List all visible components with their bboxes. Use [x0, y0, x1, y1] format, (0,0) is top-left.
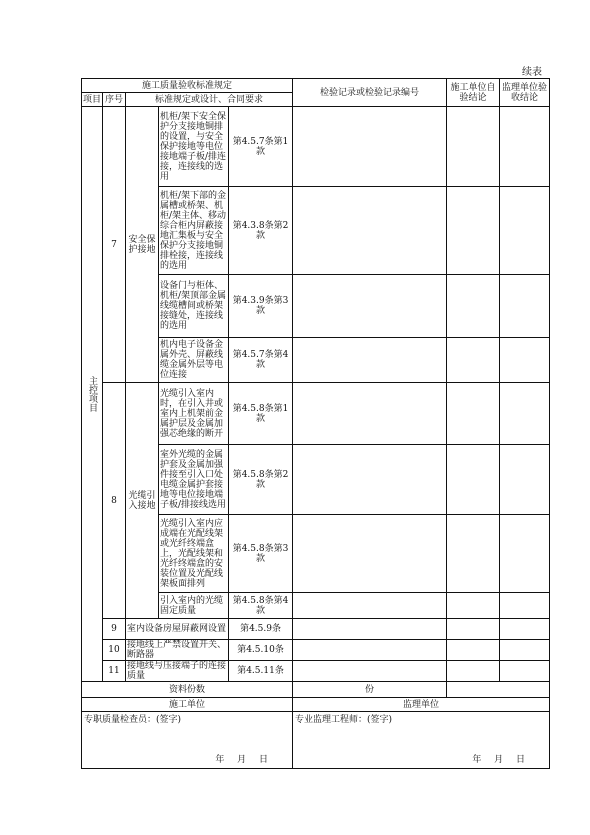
seq-header: 序号	[103, 93, 126, 107]
row-seq: 11	[103, 661, 126, 682]
supervisor-cell[interactable]	[500, 107, 550, 187]
supervisor-cell[interactable]	[500, 515, 550, 593]
supervisor-cell[interactable]	[500, 619, 550, 640]
record-cell[interactable]	[293, 640, 447, 661]
contractor-cell[interactable]	[447, 338, 500, 383]
contractor-result-header: 施工单位自验结论	[447, 79, 500, 107]
contractor-cell[interactable]	[447, 275, 500, 338]
contractor-cell[interactable]	[447, 640, 500, 661]
item-clause: 第4.5.7条第1款	[229, 107, 293, 187]
requirement-header: 标准规定或设计、合同要求	[126, 93, 293, 107]
row-seq: 10	[103, 640, 126, 661]
contractor-cell[interactable]	[447, 661, 500, 682]
contractor-cell[interactable]	[447, 593, 500, 619]
row-text: 接地线上严禁设置开关、断路器	[126, 640, 229, 661]
item-clause: 第4.5.8条第3款	[229, 515, 293, 593]
item-text: 光缆引入室内应成端在光配线架或光纤终端盒上，光配线架和光纤终端盒的安装位置及光配线架板面排列	[159, 515, 229, 593]
row-clause: 第4.5.11条	[229, 661, 293, 682]
item-clause: 第4.5.8条第2款	[229, 445, 293, 515]
contractor-cell[interactable]	[447, 107, 500, 187]
supervisor-sign-date: 年 月 日	[472, 755, 526, 765]
group-name: 光缆引入接地	[126, 383, 159, 619]
group-seq: 8	[103, 383, 126, 619]
record-cell[interactable]	[293, 383, 447, 445]
record-cell[interactable]	[293, 619, 447, 640]
supervisor-result-header: 监理单位验收结论	[500, 79, 550, 107]
main-control-label: 主控项目	[87, 376, 97, 412]
supervisor-cell[interactable]	[500, 640, 550, 661]
item-clause: 第4.3.9条第3款	[229, 275, 293, 338]
continued-label: 续表	[522, 67, 542, 78]
record-header: 检验记录或检验记录编号	[293, 79, 447, 107]
item-text: 机柜/架下部的金属槽或桥架、机柜/架主体、移动综合柜内屏蔽接地汇集板与安全保护分支接地铜排栓接，连接线的选用	[159, 187, 229, 275]
group-name: 安全保护接地	[126, 107, 159, 383]
row-text: 接地线与压接端子的连接质量	[126, 661, 229, 682]
project-header: 项目	[83, 94, 102, 105]
supervisor-cell[interactable]	[500, 383, 550, 445]
record-cell[interactable]	[293, 275, 447, 338]
item-text: 引入室内的光缆固定质量	[159, 593, 229, 619]
item-text: 室外光缆的金属护套及金属加强件接至引入口处电缆金属护套接地等电位接地端子板/排接线选用	[159, 445, 229, 515]
item-clause: 第4.5.8条第1款	[229, 383, 293, 445]
contractor-cell[interactable]	[447, 445, 500, 515]
supervisor-cell[interactable]	[500, 593, 550, 619]
supervisor-sign-label: 专业监理工程师：(签字)	[295, 715, 393, 725]
standard-group-header: 施工质量验收标准规定	[82, 79, 293, 93]
record-cell[interactable]	[293, 107, 447, 187]
row-seq: 9	[103, 619, 126, 640]
contractor-cell[interactable]	[447, 619, 500, 640]
contractor-cell[interactable]	[447, 187, 500, 275]
contractor-sign-label: 专职质量检查员：(签字)	[84, 715, 182, 725]
record-cell[interactable]	[293, 593, 447, 619]
item-text: 设备门与柜体、机柜/架顶部金属线缆槽间或桥架接缝处，连接线的选用	[159, 275, 229, 338]
row-text: 室内设备房屋屏蔽网设置	[126, 619, 229, 640]
main-control-cell	[82, 107, 103, 682]
item-text: 光缆引入室内时，在引入井或室内上机架前金属护层及金属加强芯绝缘的断开	[159, 383, 229, 445]
record-cell[interactable]	[293, 661, 447, 682]
data-count-label: 资料份数	[82, 682, 293, 698]
record-cell[interactable]	[293, 515, 447, 593]
item-clause: 第4.5.7条第4款	[229, 338, 293, 383]
group-seq: 7	[103, 107, 126, 383]
item-text: 机柜/架下安全保护分支接地铜排的设置，与安全保护接地等电位接地端子板/排连接，连接线的选用	[159, 107, 229, 187]
supervisor-sign-cell[interactable]	[293, 712, 550, 769]
record-cell[interactable]	[293, 187, 447, 275]
item-text: 机内电子设备金属外壳、屏蔽线缆金属外层等电位连接	[159, 338, 229, 383]
row-clause: 第4.5.9条	[229, 619, 293, 640]
acceptance-form-table	[81, 78, 550, 769]
item-clause: 第4.5.8条第4款	[229, 593, 293, 619]
record-cell[interactable]	[293, 338, 447, 383]
supervisor-cell[interactable]	[500, 275, 550, 338]
contractor-sign-cell[interactable]	[82, 712, 293, 769]
data-count-blank	[447, 682, 550, 698]
supervisor-unit-header: 监理单位	[293, 698, 550, 712]
record-cell[interactable]	[293, 445, 447, 515]
item-clause: 第4.3.8条第2款	[229, 187, 293, 275]
row-clause: 第4.5.10条	[229, 640, 293, 661]
contractor-cell[interactable]	[447, 383, 500, 445]
contractor-cell[interactable]	[447, 515, 500, 593]
data-count-unit: 份	[293, 682, 447, 698]
contractor-sign-date: 年 月 日	[215, 755, 269, 765]
supervisor-cell[interactable]	[500, 338, 550, 383]
supervisor-cell[interactable]	[500, 187, 550, 275]
contractor-unit-header: 施工单位	[82, 698, 293, 712]
supervisor-cell[interactable]	[500, 445, 550, 515]
supervisor-cell[interactable]	[500, 661, 550, 682]
